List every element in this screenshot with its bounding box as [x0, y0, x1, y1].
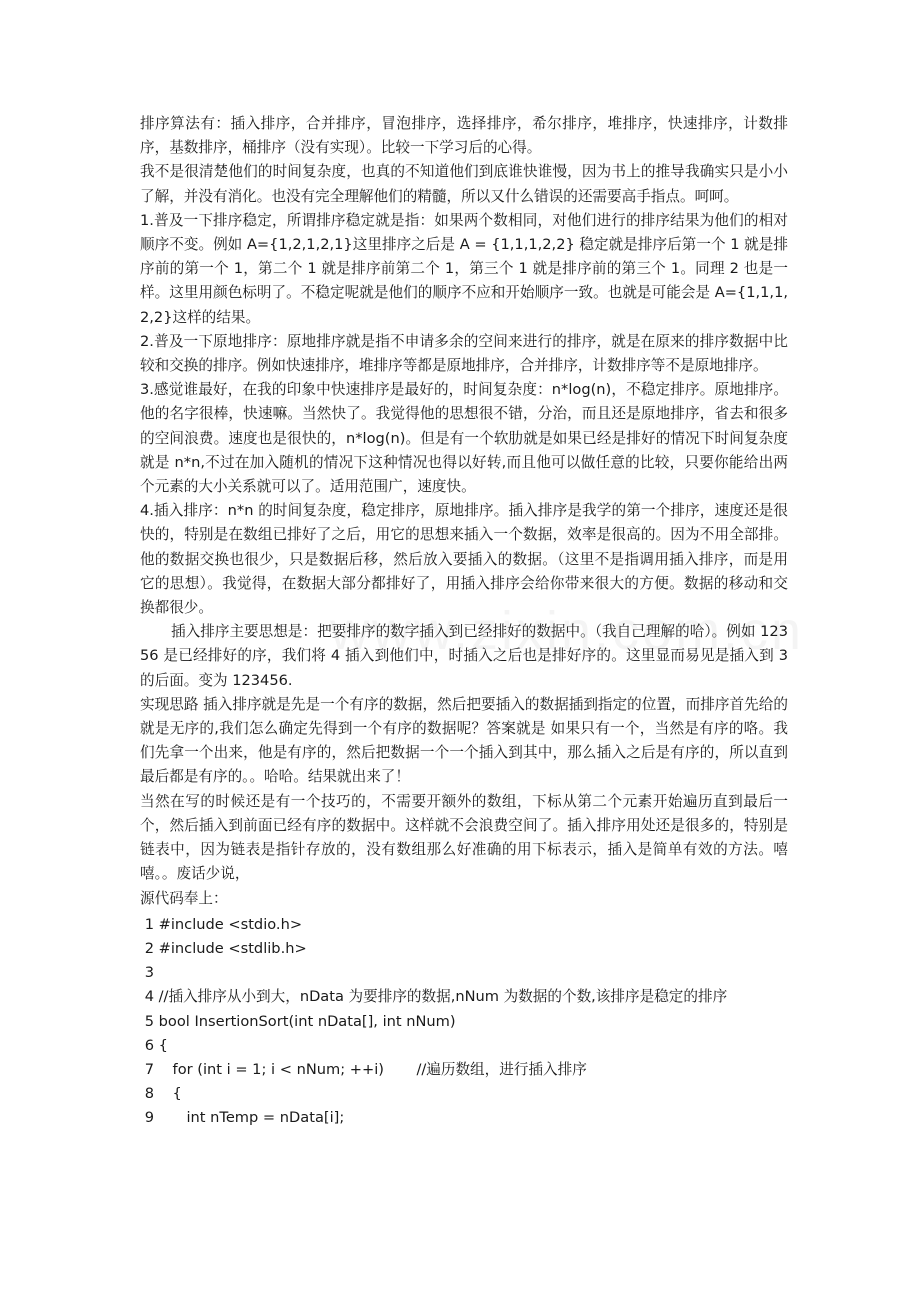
line-number: 2: [144, 939, 154, 957]
code-text: //插入排序从小到大，nData 为要排序的数据,nNum 为数据的个数,该排序是稳定的排序: [158, 988, 728, 1006]
code-listing: [140, 913, 788, 1131]
paragraph-insertion-sort: 4.插入排序：n*n 的时间复杂度，稳定排序，原地排序。插入排序是我学的第一个排序，速度还是很快的，特别是在数组已排好了之后，用它的思想来插入一个数据，效率是很高的。因为不用全部排。他的数据交换也很少，只是数据后移，然后放入要插入的数据。（这里不是指调用插入排序，而是用它的思想）。我觉得，在数据大部分都排好了，用插入排序会给你带来很大的方便。数据的移动和交换都很少。: [140, 502, 788, 617]
line-number: 4: [144, 988, 154, 1006]
paragraph-implementation-idea: 实现思路 插入排序就是先是一个有序的数据，然后把要插入的数据插到指定的位置，而排序首先给的就是无序的,我们怎么确定先得到一个有序的数据呢？答案就是 如果只有一个，当然是有序的咯。我们先拿一个出来，他是有序的，然后把数据一个一个插入到其中，那么插入之后是有序的，所以直到最后都是有序的。。哈哈。结果就出来了！: [140, 695, 788, 786]
line-number: 3: [144, 964, 154, 982]
line-number: 9: [144, 1109, 154, 1127]
paragraph-stability: 1.普及一下排序稳定，所谓排序稳定就是指：如果两个数相同，对他们进行的排序结果为他们的相对顺序不变。例如 A={1,2,1,2,1}这里排序之后是 A = {1,1,1,2,2} 稳定就是排序后第一个 1 就是排序前的第一个 1，第二个 1 就是排序前第二个 1，第三个 1 就是排序前的第三个 1。同理 2 也是一样。这里用颜色标明了。不稳定呢就是他们的顺序不应和开始顺序一致。也就是可能会是 A={1,1,1,2,2}这样的结果。: [140, 211, 788, 326]
code-line: [140, 937, 788, 961]
code-line: [140, 1106, 788, 1130]
paragraph-in-place-sort: 2.普及一下原地排序：原地排序就是指不申请多余的空间来进行的排序，就是在原来的排序数据中比较和交换的排序。例如快速排序，堆排序等都是原地排序，合并排序，计数排序等不是原地排序。: [140, 332, 788, 375]
paragraph-technique: 当然在写的时候还是有一个技巧的，不需要开额外的数组，下标从第二个元素开始遍历直到最后一个，然后插入到前面已经有序的数据中。这样就不会浪费空间了。插入排序用处还是很多的，特别是链表中，因为链表是指针存放的，没有数组那么好准确的用下标表示，插入是简单有效的方法。嘻嘻。。废话少说，: [140, 792, 788, 883]
code-line: [140, 1058, 788, 1082]
code-line: [140, 1010, 788, 1034]
line-number: 6: [144, 1036, 154, 1054]
code-line: [140, 1034, 788, 1058]
line-number: 8: [144, 1085, 154, 1103]
line-number: 7: [144, 1060, 154, 1078]
code-line: [140, 961, 788, 985]
code-text: for (int i = 1; i < nNum; ++i) //遍历数组，进行插入排序: [158, 1060, 587, 1078]
code-text: #include <stdlib.h>: [158, 939, 307, 957]
code-text: bool InsertionSort(int nData[], int nNum): [158, 1012, 456, 1030]
line-number: 5: [144, 1012, 154, 1030]
code-line: [140, 985, 788, 1009]
document-body: [140, 112, 788, 1131]
paragraph-insertion-idea: 插入排序主要思想是：把要排序的数字插入到已经排好的数据中。（我自己理解的哈）。例如 12356 是已经排好的序，我们将 4 插入到他们中，时插入之后也是排好序的。这里显而易见是插入到 3 的后面。变为 123456.: [140, 623, 788, 689]
line-number: 1: [144, 915, 154, 933]
code-text: #include <stdio.h>: [158, 915, 303, 933]
paragraph-author-note: 我不是很清楚他们的时间复杂度，也真的不知道他们到底谁快谁慢，因为书上的推导我确实只是小小了解，并没有消化。也没有完全理解他们的精髓，所以又什么错误的还需要高手指点。呵呵。: [140, 163, 788, 205]
code-line: [140, 913, 788, 937]
code-text: int nTemp = nData[i];: [158, 1109, 345, 1127]
code-text: {: [158, 1036, 168, 1054]
code-line: [140, 1082, 788, 1106]
paragraph-quick-sort: 3.感觉谁最好，在我的印象中快速排序是最好的，时间复杂度：n*log(n)，不稳定排序。原地排序。他的名字很棒，快速嘛。当然快了。我觉得他的思想很不错，分治，而且还是原地排序，省去和很多的空间浪费。速度也是很快的，n*log(n)。但是有一个软肋就是如果已经是排好的情况下时间复杂度就是 n*n,不过在加入随机的情况下这种情况也得以好转,而且他可以做任意的比较，只要你能给出两个元素的大小关系就可以了。适用范围广，速度快。: [140, 381, 788, 496]
code-text: {: [158, 1085, 182, 1103]
paragraph-sorting-algorithms: 排序算法有：插入排序，合并排序，冒泡排序，选择排序，希尔排序，堆排序，快速排序，计数排序，基数排序，桶排序（没有实现）。比较一下学习后的心得。: [140, 115, 788, 157]
paragraph-source-code-intro: 源代码奉上：: [140, 889, 228, 907]
